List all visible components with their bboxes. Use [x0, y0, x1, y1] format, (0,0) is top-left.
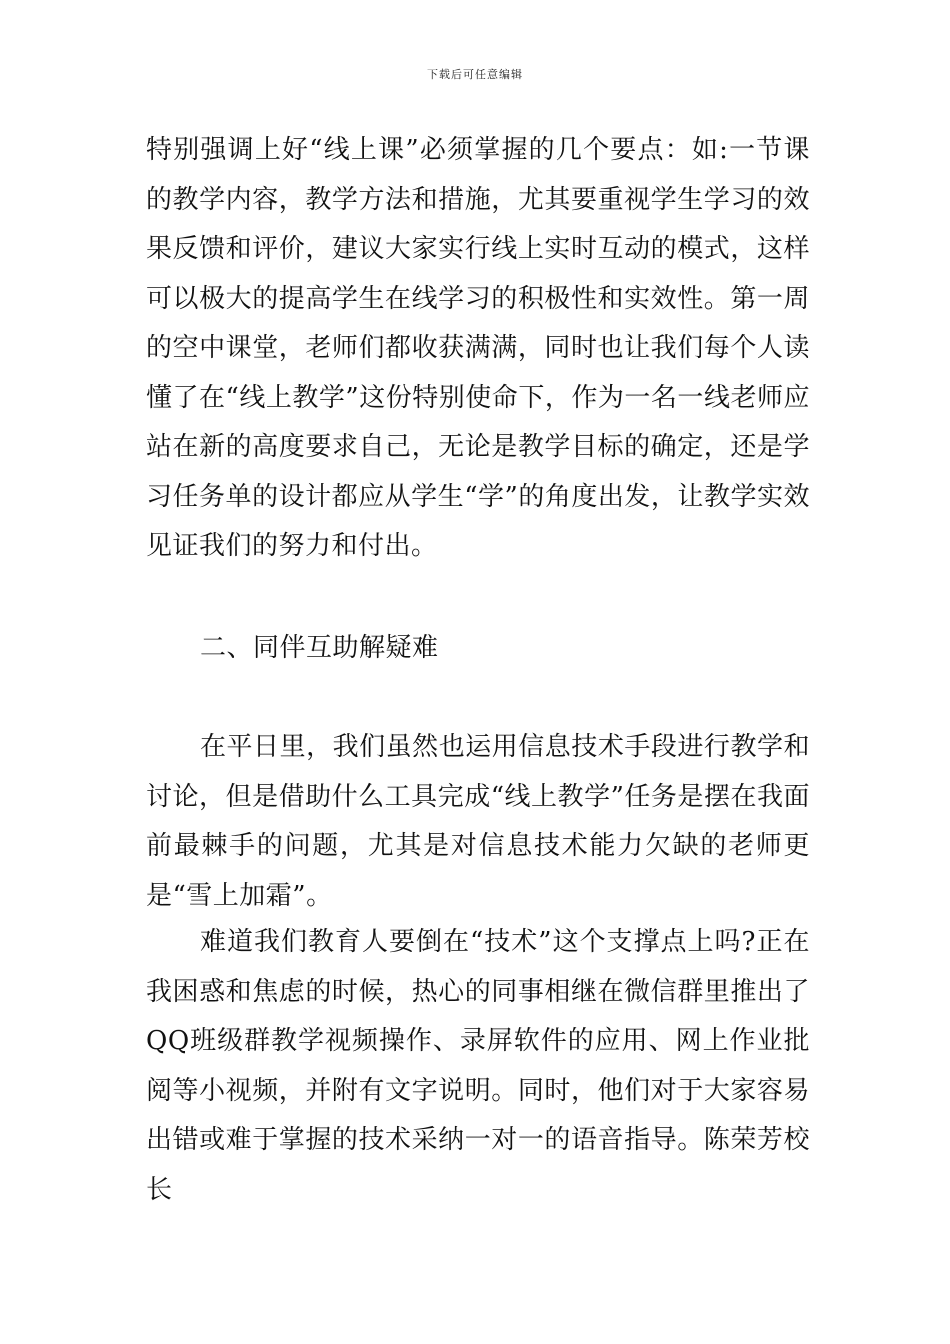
body-paragraph-2: 在平日里，我们虽然也运用信息技术手段进行教学和讨论，但是借助什么工具完成“线上教学”任务是摆在我面前最棘手的问题，尤其是对信息技术能力欠缺的老师更是“雪上加霜”。 [146, 732, 810, 911]
page-header-note: 下载后可任意编辑 [427, 68, 523, 81]
body-paragraph-1: 特别强调上好“线上课”必须掌握的几个要点：如:一节课的教学内容，教学方法和措施，尤其要重视学生学习的效果反馈和评价，建议大家实行线上实时互动的模式，这样可以极大的提高学生在线学习的积极性和实效性。第一周的空中课堂，老师们都收获满满，同时也让我们每个人读懂了在“线上教学”这份特别使命下，作为一名一线老师应站在新的高度要求自己，无论是教学目标的确定，还是学习任务单的设计都应从学生“学”的角度出发，让教学实效见证我们的努力和付出。 [146, 135, 810, 561]
section-heading-2: 二、同伴互助解疑难 [200, 633, 439, 663]
body-paragraph-3: 难道我们教育人要倒在“技术”这个支撑点上吗?正在我困惑和焦虑的时候，热心的同事相继在微信群里推出了QQ班级群教学视频操作、录屏软件的应用、网上作业批阅等小视频，并附有文字说明。同时，他们对于大家容易出错或难于掌握的技术采纳一对一的语音指导。陈荣芳校长 [146, 927, 810, 1205]
